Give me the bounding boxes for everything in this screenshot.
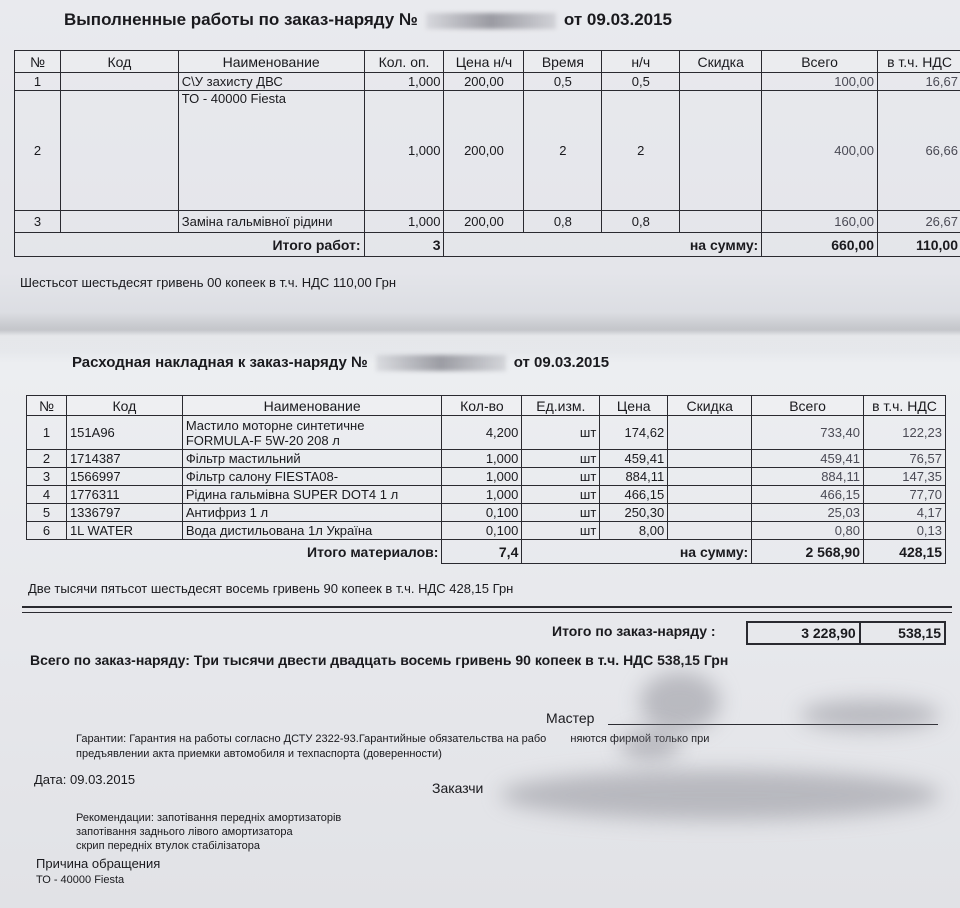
col-header: Всего xyxy=(762,51,878,73)
cell-qty: 0,100 xyxy=(442,522,522,540)
cell-vat: 16,67 xyxy=(878,73,960,91)
cell-discount xyxy=(680,91,762,211)
redacted-customer-signature xyxy=(500,770,940,820)
cell-name: Заміна гальмівної рідини xyxy=(178,211,364,233)
reason-label: Причина обращения xyxy=(36,856,161,871)
cell-qty: 0,100 xyxy=(442,504,522,522)
cell-qty: 1,000 xyxy=(364,91,444,211)
works-title-text: Выполненные работы по заказ-наряду № xyxy=(64,10,418,29)
col-header: Наименование xyxy=(182,396,442,416)
table-row xyxy=(27,504,946,522)
cell-discount xyxy=(668,468,752,486)
materials-sum-words: Две тысячи пятьсот шестьдесят восемь гривень 90 копеек в т.ч. НДС 428,15 Грн xyxy=(28,581,514,596)
col-header: Кол-во xyxy=(442,396,522,416)
paper-fold xyxy=(0,312,960,352)
materials-sum-total: 2 568,90 xyxy=(752,540,864,564)
cell-qty: 4,200 xyxy=(442,416,522,450)
customer-label: Заказчи xyxy=(432,780,484,796)
cell-nh: 0,5 xyxy=(602,73,680,91)
redacted-signature xyxy=(800,700,940,730)
works-sum-vat: 110,00 xyxy=(878,233,960,257)
table-row xyxy=(15,211,960,233)
recommendations-line3: скрип передніх втулок стабілізатора xyxy=(76,840,261,852)
table-row xyxy=(27,416,946,450)
cell-total: 400,00 xyxy=(762,91,878,211)
cell-price: 200,00 xyxy=(444,91,524,211)
cell-num: 1 xyxy=(27,416,67,450)
works-table xyxy=(14,50,960,257)
cell-code: 1776311 xyxy=(66,486,182,504)
reason-value: ТО - 40000 Fiesta xyxy=(36,874,125,886)
materials-title-text: Расходная накладная к заказ-наряду № xyxy=(72,354,368,371)
cell-unit: шт xyxy=(522,522,600,540)
cell-qty: 1,000 xyxy=(442,450,522,468)
cell-code: 1714387 xyxy=(66,450,182,468)
cell-nh: 2 xyxy=(602,91,680,211)
table-row xyxy=(15,73,960,91)
col-header: Код xyxy=(66,396,182,416)
cell-vat: 4,17 xyxy=(864,504,946,522)
cell-total: 459,41 xyxy=(752,450,864,468)
recommendations-line1: Рекомендации: запотівання передніх амортизаторів xyxy=(76,812,342,824)
works-date: от 09.03.2015 xyxy=(563,10,673,29)
materials-header-row xyxy=(27,396,946,416)
cell-price: 8,00 xyxy=(600,522,668,540)
col-header: Код xyxy=(60,51,178,73)
cell-price: 466,15 xyxy=(600,486,668,504)
divider xyxy=(22,612,952,613)
cell-name-line2: FORMULA-F 5W-20 208 л xyxy=(185,432,340,448)
cell-name: Вода дистильована 1л Україна xyxy=(182,522,442,540)
cell-unit: шт xyxy=(522,486,600,504)
materials-sum-vat: 428,15 xyxy=(864,540,946,564)
cell-name: Рідина гальмівна SUPER DOT4 1 л xyxy=(182,486,442,504)
cell-qty: 1,000 xyxy=(442,486,522,504)
cell-num: 5 xyxy=(27,504,67,522)
cell-code xyxy=(60,211,178,233)
grand-total-label: Итого по заказ-наряду : xyxy=(552,623,716,639)
table-row xyxy=(27,522,946,540)
redacted-signature xyxy=(640,672,720,732)
cell-name: Фільтр мастильний xyxy=(182,450,442,468)
cell-name: Антифриз 1 л xyxy=(182,504,442,522)
cell-qty: 1,000 xyxy=(364,73,444,91)
cell-vat: 26,67 xyxy=(878,211,960,233)
cell-vat: 77,70 xyxy=(864,486,946,504)
cell-discount xyxy=(668,416,752,450)
col-header: Цена xyxy=(600,396,668,416)
materials-total-row xyxy=(27,540,946,564)
cell-time: 2 xyxy=(524,91,602,211)
guarantee-line1 xyxy=(76,733,709,745)
cell-total: 160,00 xyxy=(762,211,878,233)
materials-date: от 09.03.2015 xyxy=(513,354,610,371)
works-total-label: Итого работ: xyxy=(15,233,365,257)
cell-num: 2 xyxy=(15,91,61,211)
cell-code xyxy=(60,91,178,211)
materials-total-label: Итого материалов: xyxy=(307,543,439,560)
recommendations-line2: запотівання заднього лівого амортизатора xyxy=(76,826,293,838)
cell-code: 151A96 xyxy=(66,416,182,450)
cell-name xyxy=(182,416,442,450)
cell-total: 733,40 xyxy=(752,416,864,450)
cell-time: 0,8 xyxy=(524,211,602,233)
col-header: Кол. оп. xyxy=(364,51,444,73)
cell-price: 459,41 xyxy=(600,450,668,468)
grand-total-value: 3 228,90 xyxy=(747,622,860,644)
cell-discount xyxy=(680,73,762,91)
cell-total: 884,11 xyxy=(752,468,864,486)
works-total-row xyxy=(15,233,960,257)
grand-total-table xyxy=(746,621,946,645)
cell-name: Фільтр салону FIESTA08- xyxy=(182,468,442,486)
cell-num: 4 xyxy=(27,486,67,504)
cell-unit: шт xyxy=(522,416,600,450)
grand-total-row xyxy=(747,622,945,644)
col-header: Скидка xyxy=(668,396,752,416)
cell-discount xyxy=(668,522,752,540)
col-header: в т.ч. НДС xyxy=(878,51,960,73)
redacted-order-number xyxy=(426,13,556,29)
cell-unit: шт xyxy=(522,468,600,486)
cell-vat: 0,13 xyxy=(864,522,946,540)
col-header: Цена н/ч xyxy=(444,51,524,73)
cell-code: 1566997 xyxy=(66,468,182,486)
cell-num: 1 xyxy=(15,73,61,91)
cell-unit: шт xyxy=(522,504,600,522)
col-header: № xyxy=(15,51,61,73)
cell-price: 174,62 xyxy=(600,416,668,450)
guarantee-text-b: няются фирмой только при xyxy=(570,733,710,745)
cell-total: 100,00 xyxy=(762,73,878,91)
cell-vat: 122,23 xyxy=(864,416,946,450)
col-header: Ед.изм. xyxy=(522,396,600,416)
cell-num: 6 xyxy=(27,522,67,540)
cell-total: 466,15 xyxy=(752,486,864,504)
cell-num: 3 xyxy=(15,211,61,233)
divider xyxy=(22,606,952,608)
cell-name: С\У захисту ДВС xyxy=(178,73,364,91)
cell-discount xyxy=(680,211,762,233)
grand-total-words: Всего по заказ-наряду: Три тысячи двести двадцать восемь гривень 90 копеек в т.ч. НДС 538,15 Грн xyxy=(30,652,729,668)
table-row xyxy=(27,468,946,486)
cell-time: 0,5 xyxy=(524,73,602,91)
guarantee-text-a: Гарантии: Гарантия на работы согласно ДСТУ 2322-93.Гарантийные обязательства на рабо xyxy=(76,733,547,745)
materials-sum-label: на сумму: xyxy=(522,540,752,564)
grand-total-vat: 538,15 xyxy=(860,622,945,644)
cell-total: 0,80 xyxy=(752,522,864,540)
cell-vat: 147,35 xyxy=(864,468,946,486)
table-row xyxy=(27,450,946,468)
cell-discount xyxy=(668,486,752,504)
cell-total: 25,03 xyxy=(752,504,864,522)
col-header: № xyxy=(27,396,67,416)
col-header: в т.ч. НДС xyxy=(864,396,946,416)
guarantee-line2: предъявлении акта приемки автомобиля и техпаспорта (доверенности) xyxy=(76,748,442,760)
cell-code: 1L WATER xyxy=(66,522,182,540)
cell-num: 3 xyxy=(27,468,67,486)
document-date: Дата: 09.03.2015 xyxy=(34,772,136,787)
col-header: Наименование xyxy=(178,51,364,73)
col-header: Всего xyxy=(752,396,864,416)
materials-total-count: 7,4 xyxy=(442,540,522,564)
cell-vat: 76,57 xyxy=(864,450,946,468)
works-total-count: 3 xyxy=(364,233,444,257)
table-row xyxy=(15,91,960,211)
materials-table xyxy=(26,395,946,564)
cell-price: 250,30 xyxy=(600,504,668,522)
cell-qty: 1,000 xyxy=(442,468,522,486)
works-sum-total: 660,00 xyxy=(762,233,878,257)
col-header: Скидка xyxy=(680,51,762,73)
cell-discount xyxy=(668,504,752,522)
materials-title xyxy=(72,354,609,371)
cell-qty: 1,000 xyxy=(364,211,444,233)
cell-discount xyxy=(668,450,752,468)
cell-vat: 66,66 xyxy=(878,91,960,211)
redacted-order-number xyxy=(376,355,506,371)
works-header-row xyxy=(15,51,960,73)
works-title xyxy=(64,10,672,30)
table-row xyxy=(27,486,946,504)
master-label: Мастер xyxy=(546,710,595,726)
col-header: н/ч xyxy=(602,51,680,73)
cell-price: 200,00 xyxy=(444,211,524,233)
cell-code: 1336797 xyxy=(66,504,182,522)
cell-nh: 0,8 xyxy=(602,211,680,233)
cell-price: 884,11 xyxy=(600,468,668,486)
col-header: Время xyxy=(524,51,602,73)
cell-name-line1: Мастило моторне синтетичне xyxy=(185,417,365,433)
cell-code xyxy=(60,73,178,91)
cell-unit: шт xyxy=(522,450,600,468)
cell-price: 200,00 xyxy=(444,73,524,91)
redacted-stamp xyxy=(620,730,680,760)
works-sum-label: на сумму: xyxy=(444,233,762,257)
works-sum-words: Шестьсот шестьдесят гривень 00 копеек в т.ч. НДС 110,00 Грн xyxy=(20,275,397,290)
cell-name: ТО - 40000 Fiesta xyxy=(178,91,364,211)
cell-num: 2 xyxy=(27,450,67,468)
